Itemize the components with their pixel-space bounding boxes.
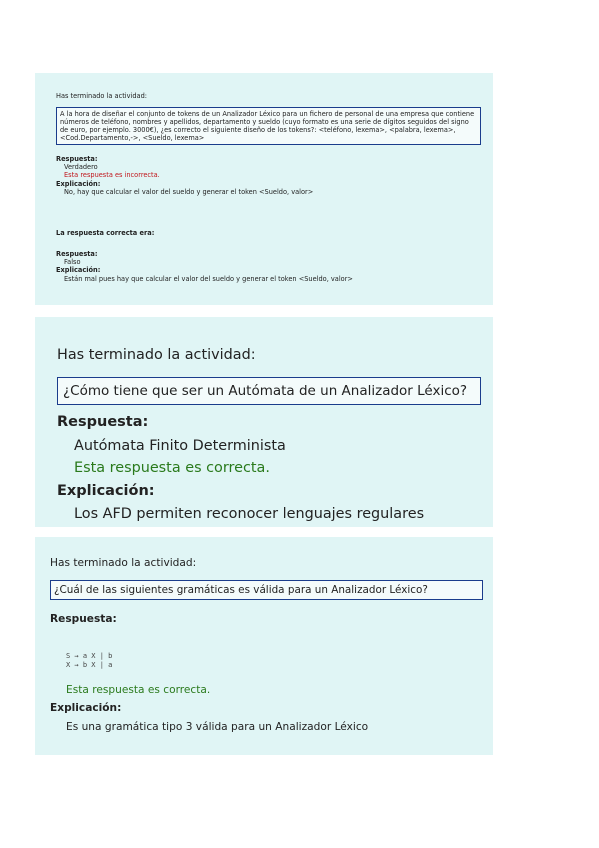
question-box: ¿Cuál de las siguientes gramáticas es válida para un Analizador Léxico? — [50, 580, 483, 600]
grammar-rule-2: X → b X | a — [66, 661, 113, 669]
answer-label: Respuesta: — [57, 414, 149, 430]
question-box: A la hora de diseñar el conjunto de tokens de un Analizador Léxico para un fichero de personal de una empresa que contiene números de teléfono, nombres y apellidos, departamento y sueldo (cuyo formato es una serie de dígitos seguidos del signo de euro, por ejemplo. 3000€), ¿es correcto el siguiente diseño de los tokens?: <teléfono, lexema>, <palabra, lexema>, <Cod.Departamento,->, <Sueldo, lexema> — [56, 107, 481, 145]
correct-explanation-label: Explicación: — [56, 266, 101, 275]
question-box: ¿Cómo tiene que ser un Autómata de un Analizador Léxico? — [57, 377, 481, 405]
explanation-label: Explicación: — [50, 702, 122, 714]
explanation-text: Los AFD permiten reconocer lenguajes regulares — [74, 506, 425, 522]
activity-panel-3 — [35, 537, 493, 755]
correct-explanation-text: Están mal pues hay que calcular el valor del sueldo y generar el token <Sueldo, valor> — [64, 274, 353, 283]
correct-answer-section — [56, 250, 353, 283]
explanation-text: No, hay que calcular el valor del sueldo y generar el token <Sueldo, valor> — [64, 187, 314, 196]
activity-panel-2 — [35, 317, 493, 527]
activity-intro: Has terminado la actividad: — [57, 347, 256, 363]
result-correct: Esta respuesta es correcta. — [66, 684, 211, 696]
result-incorrect: Esta respuesta es incorrecta. — [64, 171, 160, 180]
answer-label: Respuesta: — [50, 613, 117, 625]
result-correct: Esta respuesta es correcta. — [74, 460, 270, 476]
correct-answer-value: Falso — [64, 258, 81, 267]
explanation-label: Explicación: — [57, 483, 155, 499]
answer-value: Autómata Finito Determinista — [74, 438, 286, 454]
answer-value: Verdadero — [64, 163, 98, 172]
correct-answer-label: Respuesta: — [56, 250, 98, 258]
answer-label: Respuesta: — [56, 155, 98, 163]
activity-intro: Has terminado la actividad: — [56, 92, 147, 100]
activity-intro: Has terminado la actividad: — [50, 557, 197, 569]
explanation-label: Explicación: — [56, 179, 101, 188]
answer-section — [56, 155, 313, 196]
activity-panel-1 — [35, 73, 493, 305]
grammar-rule-1: S → a X | b — [66, 652, 113, 660]
explanation-text: Es una gramática tipo 3 válida para un Analizador Léxico — [66, 721, 369, 733]
correct-answer-heading: La respuesta correcta era: — [56, 229, 155, 237]
